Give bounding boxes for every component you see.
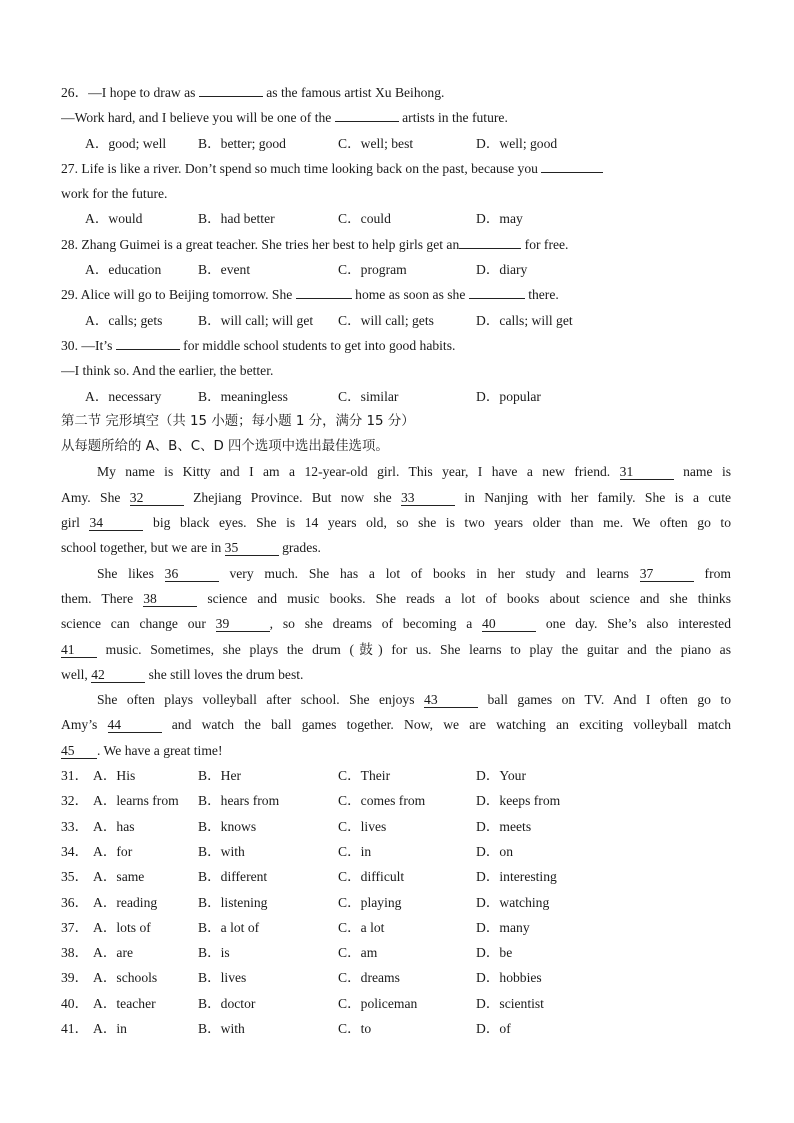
option-number: 37． xyxy=(61,919,89,935)
passage-text: . We have a great time! xyxy=(97,742,223,758)
question-30-options xyxy=(61,384,731,409)
option-a[interactable]: A．lots of xyxy=(93,919,151,935)
option-number: 36． xyxy=(61,894,89,910)
question-30-line-1 xyxy=(61,333,731,358)
question-27-line-1 xyxy=(61,156,731,181)
option-b[interactable]: B．knows xyxy=(198,818,257,834)
cloze-options-row xyxy=(61,915,731,940)
option-a[interactable]: A．are xyxy=(93,945,134,961)
option-d[interactable]: D．of xyxy=(476,1020,511,1036)
passage-text: , so she dreams of becoming a xyxy=(269,616,473,632)
option-d[interactable]: D．be xyxy=(476,945,513,961)
passage-text: science and music books. She reads a lot of books about science and she thinks xyxy=(207,590,731,606)
option-d[interactable]: D．hobbies xyxy=(476,970,542,986)
blank-44: 44 xyxy=(108,718,162,733)
answer-blank xyxy=(199,82,263,97)
blank-37: 37 xyxy=(640,567,694,582)
cloze-options-row xyxy=(61,940,731,965)
cloze-options-row xyxy=(61,864,731,889)
passage-text: well, xyxy=(61,666,88,682)
passage-line xyxy=(61,662,731,687)
question-30-line-2 xyxy=(61,358,731,383)
option-b[interactable]: B．different xyxy=(198,869,268,885)
option-c[interactable]: C．to xyxy=(338,1020,372,1036)
option-b[interactable]: B．Her xyxy=(198,768,242,784)
option-d[interactable]: D．keeps from xyxy=(476,793,561,809)
option-a[interactable]: A．good; well xyxy=(85,135,167,151)
option-a[interactable]: A．schools xyxy=(93,970,158,986)
answer-blank xyxy=(296,284,352,299)
answer-blank xyxy=(335,107,399,122)
option-c[interactable]: C．a lot xyxy=(338,919,385,935)
blank-35: 35 xyxy=(225,541,279,556)
option-c[interactable]: C．lives xyxy=(338,818,387,834)
passage-line xyxy=(61,459,731,484)
option-a[interactable]: A．for xyxy=(93,843,133,859)
question-text: 26．—I hope to draw as xyxy=(61,85,196,100)
option-d[interactable]: D．popular xyxy=(476,388,541,404)
question-27-line-2 xyxy=(61,181,731,206)
option-b[interactable]: B．meaningless xyxy=(198,388,288,404)
option-c[interactable]: C．dreams xyxy=(338,970,400,986)
blank-33: 33 xyxy=(401,491,455,506)
blank-45: 45 xyxy=(61,744,97,759)
option-c[interactable]: C．Their xyxy=(338,768,391,784)
question-text: for free. xyxy=(524,236,569,252)
option-a[interactable]: A．education xyxy=(85,262,162,278)
passage-text: Zhejiang Province. But now she xyxy=(193,489,392,505)
blank-43: 43 xyxy=(424,693,478,708)
option-a[interactable]: A．same xyxy=(93,869,145,885)
passage-text: name is xyxy=(683,464,731,480)
option-c[interactable]: C．am xyxy=(338,945,378,961)
question-26-line-2 xyxy=(61,105,731,130)
option-number: 35． xyxy=(61,869,89,885)
question-28-options xyxy=(61,257,731,282)
option-a[interactable]: A．reading xyxy=(93,894,158,910)
answer-blank xyxy=(469,284,525,299)
option-b[interactable]: B．a lot of xyxy=(198,919,260,935)
question-text: 27. Life is like a river. Don’t spend so much time looking back on the past, because you xyxy=(61,160,538,176)
question-text: for middle school students to get into good habits. xyxy=(183,337,456,353)
passage-line xyxy=(61,510,731,535)
blank-39: 39 xyxy=(216,617,270,632)
passage-line xyxy=(61,712,731,737)
question-29-line-1 xyxy=(61,282,731,307)
passage-text: science can change our xyxy=(61,616,206,632)
option-c[interactable]: C．policeman xyxy=(338,995,418,1011)
option-c[interactable]: C．will call; gets xyxy=(338,312,434,328)
cloze-options-row xyxy=(61,839,731,864)
passage-text: Amy’s xyxy=(61,717,98,733)
option-d[interactable]: D．many xyxy=(476,919,530,935)
option-b[interactable]: B．listening xyxy=(198,894,268,910)
passage-text: music. Sometimes, she plays the drum (鼓) for us. She learns to play the guitar and the piano as xyxy=(105,641,731,657)
passage-text: school together, but we are in xyxy=(61,540,222,556)
question-text: 29. Alice will go to Beijing tomorrow. She xyxy=(61,287,293,303)
option-b[interactable]: B．event xyxy=(198,262,251,278)
option-a[interactable]: A．learns from xyxy=(93,793,179,809)
question-text: —Work hard, and I believe you will be one of the xyxy=(61,110,332,126)
passage-text: big black eyes. She is 14 years old, so she is two years older than me. We often go to xyxy=(153,515,731,531)
blank-38: 38 xyxy=(143,592,197,607)
option-a[interactable]: A．teacher xyxy=(93,995,156,1011)
passage-text: She often plays volleyball after school. She enjoys xyxy=(97,692,415,708)
blank-40: 40 xyxy=(482,617,536,632)
cloze-options-row xyxy=(61,814,731,839)
option-d[interactable]: D．may xyxy=(476,211,523,227)
option-a[interactable]: A．calls; gets xyxy=(85,312,163,328)
passage-text: from xyxy=(704,565,731,581)
passage-text: girl xyxy=(61,515,80,531)
blank-42: 42 xyxy=(91,668,145,683)
option-c[interactable]: C．comes from xyxy=(338,793,426,809)
question-text: home as soon as she xyxy=(355,287,466,303)
option-a[interactable]: A．His xyxy=(93,768,136,784)
option-a[interactable]: A．would xyxy=(85,211,143,227)
option-number: 38． xyxy=(61,945,89,961)
option-b[interactable]: B．had better xyxy=(198,211,275,227)
option-b[interactable]: B．will call; will get xyxy=(198,312,314,328)
option-b[interactable]: B．with xyxy=(198,1020,245,1036)
cloze-options-row xyxy=(61,788,731,813)
passage-text: Amy. She xyxy=(61,489,121,505)
option-d[interactable]: D．well; good xyxy=(476,135,558,151)
cloze-options-row xyxy=(61,965,731,990)
passage-line xyxy=(61,586,731,611)
blank-41: 41 xyxy=(61,643,97,658)
passage-text: in Nanjing with her family. She is a cute xyxy=(464,489,731,505)
exam-page xyxy=(61,80,731,1041)
passage-text: ball games on TV. And I often go to xyxy=(487,692,731,708)
option-b[interactable]: B．doctor xyxy=(198,995,256,1011)
passage-text: them. There xyxy=(61,590,134,606)
passage-text: one day. She’s also interested xyxy=(545,616,731,632)
option-b[interactable]: B．with xyxy=(198,843,245,859)
blank-32: 32 xyxy=(130,491,184,506)
cloze-options-row xyxy=(61,991,731,1016)
option-number: 33． xyxy=(61,818,89,834)
cloze-options-row xyxy=(61,1016,731,1041)
cloze-options-row xyxy=(61,890,731,915)
question-text: —I think so. And the earlier, the better. xyxy=(61,363,274,379)
passage-text: and watch the ball games together. Now, we are watching an exciting volleyball match xyxy=(171,717,731,733)
question-27-options xyxy=(61,206,731,231)
passage-line xyxy=(61,687,731,712)
option-a[interactable]: A．has xyxy=(93,818,135,834)
answer-blank xyxy=(459,234,521,249)
passage-text: very much. She has a lot of books in her study and learns xyxy=(229,565,629,581)
option-number: 39． xyxy=(61,970,89,986)
question-text: as the famous artist Xu Beihong. xyxy=(266,85,445,100)
blank-31: 31 xyxy=(620,465,674,480)
option-number: 34． xyxy=(61,843,89,859)
passage-text: She likes xyxy=(97,565,154,581)
answer-blank xyxy=(541,158,603,173)
option-number: 31． xyxy=(61,768,89,784)
option-c[interactable]: C．well; best xyxy=(338,135,414,151)
option-a[interactable]: A．in xyxy=(93,1020,127,1036)
option-b[interactable]: B．lives xyxy=(198,970,247,986)
passage-line xyxy=(61,485,731,510)
cloze-options-row xyxy=(61,763,731,788)
option-a[interactable]: A．necessary xyxy=(85,388,162,404)
blank-36: 36 xyxy=(165,567,219,582)
blank-34: 34 xyxy=(89,516,143,531)
option-b[interactable]: B．hears from xyxy=(198,793,280,809)
question-26-line-1 xyxy=(61,80,731,105)
passage-line xyxy=(61,611,731,636)
option-c[interactable]: C．in xyxy=(338,843,372,859)
option-d[interactable]: D．watching xyxy=(476,894,550,910)
option-c[interactable]: C．playing xyxy=(338,894,402,910)
option-c[interactable]: C．similar xyxy=(338,388,399,404)
question-26-options xyxy=(61,131,731,156)
option-c[interactable]: C．program xyxy=(338,262,407,278)
answer-blank xyxy=(116,335,180,350)
passage-text: My name is Kitty and I am a 12-year-old girl. This year, I have a new friend. xyxy=(97,464,611,480)
passage-text: she still loves the drum best. xyxy=(148,666,304,682)
question-text: artists in the future. xyxy=(402,110,508,126)
option-b[interactable]: B．is xyxy=(198,945,230,961)
question-text: 28. Zhang Guimei is a great teacher. She tries her best to help girls get an xyxy=(61,236,460,252)
passage-line xyxy=(61,738,731,763)
option-number: 32． xyxy=(61,793,89,809)
option-b[interactable]: B．better; good xyxy=(198,135,286,151)
option-d[interactable]: D．diary xyxy=(476,262,528,278)
passage-text: grades. xyxy=(282,540,321,556)
section-instruction: 从每题所给的 A、B、C、D 四个选项中选出最佳选项。 xyxy=(61,439,389,455)
question-text: work for the future. xyxy=(61,186,168,202)
passage-line xyxy=(61,535,731,560)
option-d[interactable]: D．calls; will get xyxy=(476,312,573,328)
passage-line xyxy=(61,637,731,662)
option-d[interactable]: D．scientist xyxy=(476,995,544,1011)
option-d[interactable]: D．on xyxy=(476,843,514,859)
option-c[interactable]: C．difficult xyxy=(338,869,405,885)
question-29-options xyxy=(61,308,731,333)
option-d[interactable]: D．interesting xyxy=(476,869,557,885)
option-c[interactable]: C．could xyxy=(338,211,391,227)
question-28-line-1 xyxy=(61,232,731,257)
question-text: 30. —It’s xyxy=(61,337,113,353)
option-number: 41． xyxy=(61,1020,89,1036)
passage-line xyxy=(61,561,731,586)
question-text: there. xyxy=(528,287,559,303)
option-d[interactable]: D．meets xyxy=(476,818,532,834)
option-number: 40． xyxy=(61,995,89,1011)
section-title: 第二节 完形填空（共 15 小题；每小题 1 分，满分 15 分） xyxy=(61,413,415,429)
option-d[interactable]: D．Your xyxy=(476,768,526,784)
